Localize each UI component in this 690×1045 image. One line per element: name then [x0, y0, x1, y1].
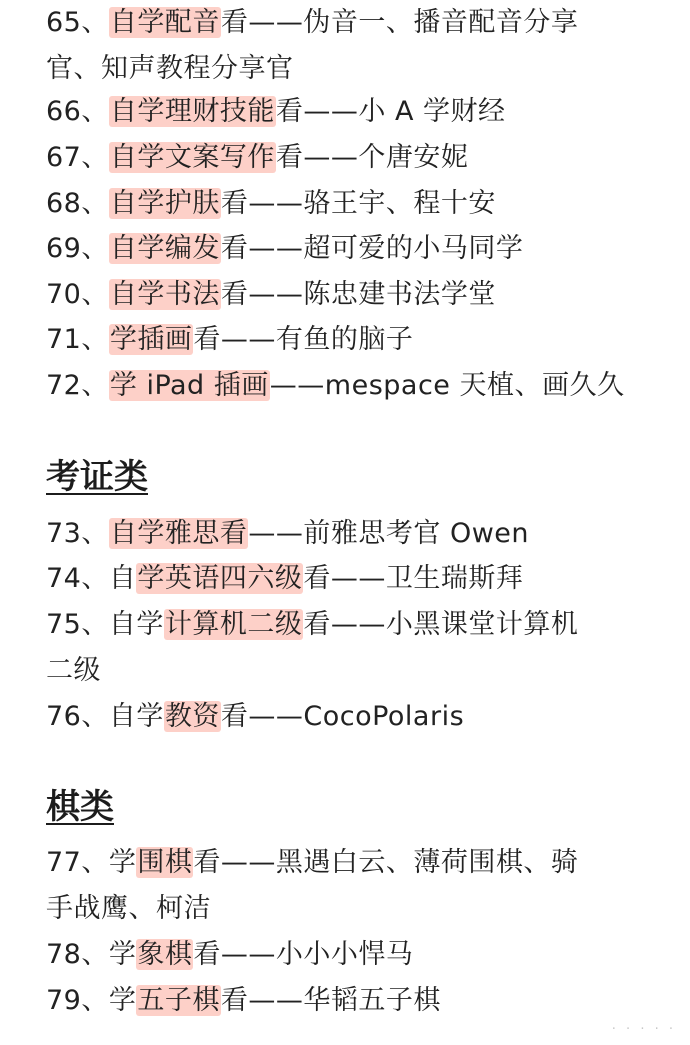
item-text: 看——伪音一、播音配音分享 — [220, 7, 579, 38]
item-number: 70、 — [46, 279, 109, 310]
item-highlight: 计算机二级 — [164, 609, 303, 640]
item-number: 79、 — [46, 985, 109, 1016]
list-item — [46, 0, 676, 92]
item-highlight: 自学雅思看 — [109, 518, 248, 549]
item-continuation: 手战鹰、柯洁 — [46, 893, 211, 924]
item-text: 看——超可爱的小马同学 — [220, 233, 524, 264]
item-highlight: 学英语四六级 — [137, 563, 303, 594]
item-number: 72、 — [46, 370, 109, 401]
list-item — [46, 226, 676, 272]
item-text: 看——黑遇白云、薄荷围棋、骑 — [193, 847, 579, 878]
item-highlight: 学 iPad 插画 — [109, 370, 269, 401]
item-text: 看——小黑课堂计算机 — [303, 609, 579, 640]
list-item — [46, 272, 676, 318]
item-highlight: 自学书法 — [109, 279, 220, 310]
item-text: ——mespace 天植、画久久 — [269, 370, 625, 401]
item-prefix: 自学 — [108, 609, 164, 640]
item-prefix: 自 — [108, 563, 137, 594]
list-item — [46, 840, 676, 932]
item-number: 67、 — [46, 142, 109, 173]
item-highlight: 自学护肤 — [109, 188, 220, 219]
item-number: 75、 — [46, 609, 109, 640]
item-prefix: 学 — [108, 939, 137, 970]
item-highlight: 自学理财技能 — [109, 96, 275, 127]
section-heading-chess: 棋类 — [46, 787, 114, 827]
item-text: 看——卫生瑞斯拜 — [303, 563, 524, 594]
item-number: 66、 — [46, 96, 109, 127]
watermark: · · · · · — [611, 1022, 676, 1037]
item-highlight: 自学文案写作 — [109, 142, 275, 173]
item-text: 看——骆王宇、程十安 — [220, 188, 496, 219]
item-highlight: 自学配音 — [109, 7, 220, 38]
item-prefix: 自学 — [108, 701, 164, 732]
item-highlight: 围棋 — [137, 847, 193, 878]
list-item — [46, 89, 676, 135]
item-prefix: 学 — [108, 985, 137, 1016]
item-highlight: 五子棋 — [137, 985, 220, 1016]
item-text: 看——CocoPolaris — [220, 701, 465, 732]
list-item — [46, 932, 676, 978]
item-number: 73、 — [46, 518, 109, 549]
list-item — [46, 511, 676, 557]
item-highlight: 教资 — [164, 701, 220, 732]
item-number: 78、 — [46, 939, 109, 970]
list-item — [46, 556, 676, 602]
list-item — [46, 317, 676, 363]
list-item — [46, 978, 676, 1024]
item-text: 看——有鱼的脑子 — [193, 324, 414, 355]
item-number: 77、 — [46, 847, 109, 878]
list-item — [46, 694, 676, 740]
item-number: 69、 — [46, 233, 109, 264]
item-continuation: 官、知声教程分享官 — [46, 53, 294, 84]
item-number: 68、 — [46, 188, 109, 219]
list-item — [46, 181, 676, 227]
item-highlight: 象棋 — [137, 939, 193, 970]
item-text: 看——陈忠建书法学堂 — [220, 279, 496, 310]
item-text: ——前雅思考官 Owen — [248, 518, 529, 549]
item-text: 看——小小小悍马 — [193, 939, 414, 970]
list-item — [46, 135, 676, 181]
item-number: 65、 — [46, 7, 109, 38]
item-prefix: 学 — [108, 847, 137, 878]
item-number: 74、 — [46, 563, 109, 594]
item-text: 看——个唐安妮 — [275, 142, 469, 173]
item-number: 76、 — [46, 701, 109, 732]
item-highlight: 自学编发 — [109, 233, 220, 264]
list-item — [46, 363, 676, 409]
item-text: 看——小 A 学财经 — [275, 96, 506, 127]
list-item — [46, 602, 676, 694]
item-continuation: 二级 — [46, 655, 101, 686]
item-number: 71、 — [46, 324, 109, 355]
section-heading-exam: 考证类 — [46, 457, 148, 497]
item-highlight: 学插画 — [109, 324, 193, 355]
item-text: 看——华韬五子棋 — [220, 985, 441, 1016]
